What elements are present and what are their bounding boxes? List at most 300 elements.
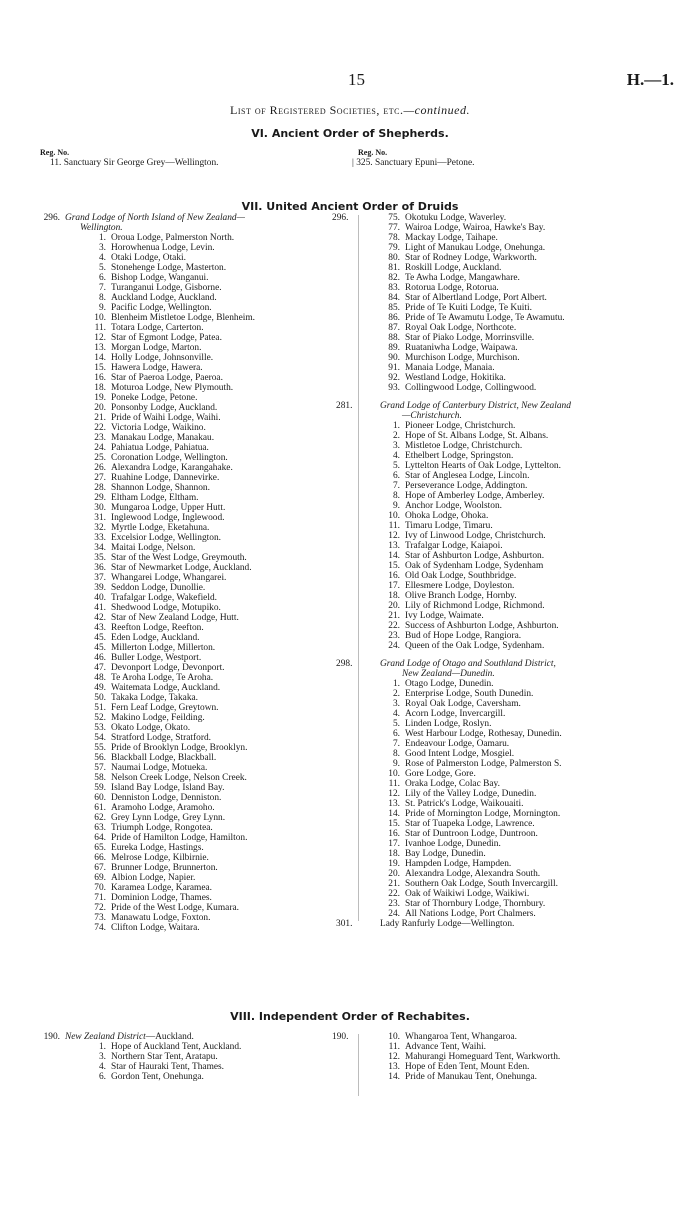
entry-name: Star of Newmarket Lodge, Auckland. xyxy=(111,563,252,573)
registration-number: 77. xyxy=(388,223,400,233)
rechabites-right-column xyxy=(332,1032,694,1082)
registration-number: 83. xyxy=(388,283,400,293)
entry-name: Naumai Lodge, Motueka. xyxy=(111,763,208,773)
entry-name: Otago Lodge, Dunedin. xyxy=(405,679,494,689)
entry-name: Pride of Manukau Tent, Onehunga. xyxy=(405,1072,537,1082)
entry-name: Alexandra Lodge, Karangahake. xyxy=(111,463,233,473)
registration-number: 22. xyxy=(388,889,400,899)
registration-number: 66. xyxy=(94,853,106,863)
list-item xyxy=(332,313,694,323)
list-item xyxy=(332,879,694,889)
list-item xyxy=(332,859,694,869)
list-item xyxy=(332,333,694,343)
list-item xyxy=(332,501,694,511)
list-title: List of Registered Societies, etc.—continued. xyxy=(230,103,470,117)
list-item xyxy=(40,723,358,733)
registration-number: 24. xyxy=(94,443,106,453)
entry-name: Lily of the Valley Lodge, Dunedin. xyxy=(405,789,537,799)
entry-name: Inglewood Lodge, Inglewood. xyxy=(111,513,225,523)
list-item xyxy=(40,733,358,743)
registration-number: 82. xyxy=(388,273,400,283)
list-item xyxy=(332,1052,694,1062)
entry-name: Bud of Hope Lodge, Rangiora. xyxy=(405,631,522,641)
registration-number: 20. xyxy=(388,869,400,879)
druids-left-column xyxy=(40,213,358,933)
section-title-rechabites: VIII. Independent Order of Rechabites. xyxy=(230,1010,470,1023)
list-item xyxy=(40,233,358,243)
entry-name: Blenheim Mistletoe Lodge, Blenheim. xyxy=(111,313,255,323)
entry-name: Northern Star Tent, Aratapu. xyxy=(111,1052,218,1062)
registration-number: 75. xyxy=(388,213,400,223)
page-number: 15 xyxy=(348,70,365,89)
list-item xyxy=(40,853,358,863)
registration-number: 46. xyxy=(94,653,106,663)
registration-number: 79. xyxy=(388,243,400,253)
registration-number: 14. xyxy=(388,551,400,561)
list-item xyxy=(40,603,358,613)
entry-name: New Zealand District xyxy=(65,1032,146,1042)
registration-number: 23. xyxy=(388,631,400,641)
list-item xyxy=(40,833,358,843)
registration-number: 22. xyxy=(388,621,400,631)
entry-name: Pioneer Lodge, Christchurch. xyxy=(405,421,516,431)
entry-name: St. Patrick's Lodge, Waikouaiti. xyxy=(405,799,524,809)
registration-number: 37. xyxy=(94,573,106,583)
registration-number: 301. xyxy=(336,919,353,929)
entry-name: Star of Egmont Lodge, Patea. xyxy=(111,333,222,343)
druids-right-column xyxy=(332,213,694,929)
registration-number: 27. xyxy=(94,473,106,483)
list-item xyxy=(332,899,694,909)
entry-name: Pacific Lodge, Wellington. xyxy=(111,303,212,313)
list-item xyxy=(332,641,694,651)
entry-name: Enterprise Lodge, South Dunedin. xyxy=(405,689,534,699)
list-item xyxy=(40,923,358,933)
list-item xyxy=(40,643,358,653)
entry-name: Success of Ashburton Lodge, Ashburton. xyxy=(405,621,559,631)
entry-name: Totara Lodge, Carterton. xyxy=(111,323,204,333)
registration-number: 16. xyxy=(94,373,106,383)
list-item xyxy=(40,263,358,273)
list-item xyxy=(332,551,694,561)
list-item xyxy=(40,743,358,753)
entry-name: Southern Oak Lodge, South Invercargill. xyxy=(405,879,558,889)
entry-name: Lily of Richmond Lodge, Richmond. xyxy=(405,601,545,611)
entry-name: Whangaroa Tent, Whangaroa. xyxy=(405,1032,517,1042)
entry-name: Ivanhoe Lodge, Dunedin. xyxy=(405,839,501,849)
registration-number: 65. xyxy=(94,843,106,853)
shepherds-entry-left: 11. Sanctuary Sir George Grey—Wellington. xyxy=(50,158,219,168)
list-item xyxy=(332,243,694,253)
list-item xyxy=(332,571,694,581)
list-item xyxy=(332,373,694,383)
registration-number: 15. xyxy=(94,363,106,373)
list-item xyxy=(40,273,358,283)
list-item xyxy=(40,313,358,323)
entry-name: Lady Ranfurly Lodge—Wellington. xyxy=(380,919,515,929)
list-item xyxy=(332,719,694,729)
registration-number: 93. xyxy=(388,383,400,393)
registration-number: 23. xyxy=(94,433,106,443)
list-item xyxy=(40,613,358,623)
entry-name: Hope of St. Albans Lodge, St. Albans. xyxy=(405,431,549,441)
registration-number: 26. xyxy=(94,463,106,473)
registration-number: 34. xyxy=(94,543,106,553)
registration-number: 78. xyxy=(388,233,400,243)
entry-name: Pride of Hamilton Lodge, Hamilton. xyxy=(111,833,248,843)
list-item xyxy=(332,849,694,859)
list-item xyxy=(40,593,358,603)
registration-number: 42. xyxy=(94,613,106,623)
list-item xyxy=(40,303,358,313)
registration-number: 12. xyxy=(388,531,400,541)
list-item xyxy=(40,713,358,723)
list-item xyxy=(332,809,694,819)
registration-number: 91. xyxy=(388,363,400,373)
entry-name: Ohoka Lodge, Ohoka. xyxy=(405,511,489,521)
registration-number: 7. xyxy=(392,739,400,749)
list-item xyxy=(40,1042,358,1052)
entry-name: Ellesmere Lodge, Doyleston. xyxy=(405,581,515,591)
registration-number: 2. xyxy=(392,689,400,699)
registration-number: 87. xyxy=(388,323,400,333)
registration-number: 1. xyxy=(392,679,400,689)
list-item xyxy=(40,383,358,393)
list-item xyxy=(40,803,358,813)
registration-number: 47. xyxy=(94,663,106,673)
entry-name: Roskill Lodge, Auckland. xyxy=(405,263,502,273)
entry-name: Ruataniwha Lodge, Waipawa. xyxy=(405,343,518,353)
registration-number: 16. xyxy=(388,829,400,839)
document-reference: H.—1. xyxy=(626,70,674,89)
registration-number: 86. xyxy=(388,313,400,323)
list-item xyxy=(40,523,358,533)
list-item xyxy=(332,323,694,333)
entry-name: Turanganui Lodge, Gisborne. xyxy=(111,283,222,293)
section-title-druids: VII. United Ancient Order of Druids xyxy=(241,200,459,213)
list-item xyxy=(332,541,694,551)
registration-number: 36. xyxy=(94,563,106,573)
list-item xyxy=(332,799,694,809)
list-item xyxy=(40,413,358,423)
registration-number: 35. xyxy=(94,553,106,563)
registration-number: 12. xyxy=(388,1052,400,1062)
registration-number: 3. xyxy=(98,1052,106,1062)
registration-number: 15. xyxy=(388,561,400,571)
registration-number: 24. xyxy=(388,909,400,919)
list-item xyxy=(40,483,358,493)
entry-name: Star of Paeroa Lodge, Paeroa. xyxy=(111,373,223,383)
reg-no-label-left: Reg. No. xyxy=(40,148,70,157)
entry-name: Gordon Tent, Onehunga. xyxy=(111,1072,204,1082)
entry-name: Te Awha Lodge, Mangawhare. xyxy=(405,273,520,283)
entry-name: Myrtle Lodge, Eketahuna. xyxy=(111,523,210,533)
entry-name: Pride of Te Kuiti Lodge, Te Kuiti. xyxy=(405,303,532,313)
registration-number: 80. xyxy=(388,253,400,263)
entry-name: Advance Tent, Waihi. xyxy=(405,1042,487,1052)
registration-number: 54. xyxy=(94,733,106,743)
entry-name: Otaki Lodge, Otaki. xyxy=(111,253,186,263)
registration-number: 8. xyxy=(98,293,106,303)
list-item xyxy=(40,553,358,563)
list-item xyxy=(332,481,694,491)
entry-name: Grey Lynn Lodge, Grey Lynn. xyxy=(111,813,226,823)
entry-name: Ivy of Linwood Lodge, Christchurch. xyxy=(405,531,546,541)
entry-name: Linden Lodge, Roslyn. xyxy=(405,719,492,729)
list-item xyxy=(332,283,694,293)
entry-name: Millerton Lodge, Millerton. xyxy=(111,643,216,653)
list-item xyxy=(40,663,358,673)
registration-number: 31. xyxy=(94,513,106,523)
list-item xyxy=(40,633,358,643)
list-item xyxy=(332,353,694,363)
registration-number: 4. xyxy=(98,253,106,263)
list-item-continuation: —Christchurch. xyxy=(402,411,462,421)
entry-name: Acorn Lodge, Invercargill. xyxy=(405,709,506,719)
list-item xyxy=(40,773,358,783)
list-item xyxy=(332,679,694,689)
registration-number: 9. xyxy=(98,303,106,313)
entry-name: Oraka Lodge, Colac Bay. xyxy=(405,779,500,789)
list-item xyxy=(40,463,358,473)
entry-name: Star of Rodney Lodge, Warkworth. xyxy=(405,253,537,263)
list-item xyxy=(40,913,358,923)
registration-number: 13. xyxy=(94,343,106,353)
entry-name: Horowhenua Lodge, Levin. xyxy=(111,243,215,253)
registration-number: 20. xyxy=(388,601,400,611)
entry-name: Devonport Lodge, Devonport. xyxy=(111,663,225,673)
list-item xyxy=(332,1062,694,1072)
registration-number: 13. xyxy=(388,799,400,809)
entry-name: Star of Thornbury Lodge, Thornbury. xyxy=(405,899,546,909)
registration-number: 13. xyxy=(388,541,400,551)
list-item xyxy=(40,293,358,303)
registration-number: 49. xyxy=(94,683,106,693)
list-item xyxy=(40,673,358,683)
list-item xyxy=(40,793,358,803)
registration-number: 25. xyxy=(94,453,106,463)
entry-name: Ponsonby Lodge, Auckland. xyxy=(111,403,218,413)
registration-number: 48. xyxy=(94,673,106,683)
entry-name: Hawera Lodge, Hawera. xyxy=(111,363,203,373)
list-item xyxy=(332,303,694,313)
entry-name: Okotuku Lodge, Waverley. xyxy=(405,213,507,223)
entry-name: West Harbour Lodge, Rothesay, Dunedin. xyxy=(405,729,562,739)
registration-number: 57. xyxy=(94,763,106,773)
entry-name: Light of Manukau Lodge, Onehunga. xyxy=(405,243,546,253)
list-item xyxy=(40,403,358,413)
entry-name: Blackball Lodge, Blackball. xyxy=(111,753,217,763)
registration-number: 1. xyxy=(98,233,106,243)
registration-number: 72. xyxy=(94,903,106,913)
list-item xyxy=(40,423,358,433)
entry-name: Royal Oak Lodge, Northcote. xyxy=(405,323,517,333)
list-item xyxy=(332,919,694,929)
registration-number: 10. xyxy=(388,511,400,521)
list-item xyxy=(40,493,358,503)
list-item xyxy=(332,699,694,709)
list-item xyxy=(40,443,358,453)
entry-name: Pahiatua Lodge, Pahiatua. xyxy=(111,443,209,453)
entry-name: Star of Anglesea Lodge, Lincoln. xyxy=(405,471,530,481)
registration-number: 67. xyxy=(94,863,106,873)
registration-number: 24. xyxy=(388,641,400,651)
registration-number: 52. xyxy=(94,713,106,723)
registration-number: 30. xyxy=(94,503,106,513)
list-item xyxy=(40,703,358,713)
list-item xyxy=(40,213,358,223)
list-item xyxy=(40,1052,358,1062)
list-item xyxy=(332,829,694,839)
registration-number: 4. xyxy=(98,1062,106,1072)
entry-name: Nelson Creek Lodge, Nelson Creek. xyxy=(111,773,247,783)
list-item xyxy=(332,759,694,769)
registration-number: 6. xyxy=(392,471,400,481)
list-item xyxy=(40,453,358,463)
registration-number: 14. xyxy=(388,809,400,819)
list-item xyxy=(332,631,694,641)
registration-number: 9. xyxy=(392,759,400,769)
registration-number: 56. xyxy=(94,753,106,763)
list-item xyxy=(332,1042,694,1052)
entry-name: Waitemata Lodge, Auckland. xyxy=(111,683,221,693)
entry-name: Collingwood Lodge, Collingwood. xyxy=(405,383,537,393)
registration-number: 3. xyxy=(392,699,400,709)
list-item xyxy=(332,363,694,373)
list-item xyxy=(40,813,358,823)
registration-number: 28. xyxy=(94,483,106,493)
list-item xyxy=(40,693,358,703)
entry-name: Star of Ashburton Lodge, Ashburton. xyxy=(405,551,545,561)
registration-number: 53. xyxy=(94,723,106,733)
list-item-continuation: New Zealand—Dunedin. xyxy=(402,669,495,679)
list-item xyxy=(332,819,694,829)
entry-name: All Nations Lodge, Port Chalmers. xyxy=(405,909,536,919)
registration-number: 1. xyxy=(98,1042,106,1052)
list-item xyxy=(40,883,358,893)
registration-number: 1. xyxy=(392,421,400,431)
entry-name: Eden Lodge, Auckland. xyxy=(111,633,200,643)
entry-name: Pride of Brooklyn Lodge, Brooklyn. xyxy=(111,743,248,753)
list-item xyxy=(332,273,694,283)
entry-name: Ethelbert Lodge, Springston. xyxy=(405,451,514,461)
list-item xyxy=(332,621,694,631)
registration-number: 14. xyxy=(94,353,106,363)
list-item xyxy=(332,401,694,411)
registration-number: 92. xyxy=(388,373,400,383)
list-item xyxy=(332,709,694,719)
registration-number: 13. xyxy=(388,1062,400,1072)
entry-name: Alexandra Lodge, Alexandra South. xyxy=(405,869,541,879)
registration-number: 2. xyxy=(392,431,400,441)
list-item xyxy=(40,893,358,903)
entry-name: Stratford Lodge, Stratford. xyxy=(111,733,211,743)
entry-name: Hampden Lodge, Hampden. xyxy=(405,859,512,869)
list-item xyxy=(40,393,358,403)
list-item xyxy=(332,343,694,353)
entry-name: Endeavour Lodge, Oamaru. xyxy=(405,739,510,749)
entry-name: Triumph Lodge, Rongotea. xyxy=(111,823,213,833)
list-item xyxy=(332,869,694,879)
registration-number: 33. xyxy=(94,533,106,543)
entry-name: Maitai Lodge, Nelson. xyxy=(111,543,196,553)
entry-name: Fern Leaf Lodge, Greytown. xyxy=(111,703,219,713)
registration-number: 5. xyxy=(98,263,106,273)
registration-number: 20. xyxy=(94,403,106,413)
entry-name: Mahurangi Homeguard Tent, Warkworth. xyxy=(405,1052,561,1062)
registration-number: 58. xyxy=(94,773,106,783)
list-item xyxy=(40,753,358,763)
list-item xyxy=(332,689,694,699)
entry-name: Eltham Lodge, Eltham. xyxy=(111,493,199,503)
entry-name: Dominion Lodge, Thames. xyxy=(111,893,212,903)
list-item xyxy=(40,823,358,833)
entry-name: Oak of Waikiwi Lodge, Waikiwi. xyxy=(405,889,530,899)
registration-number: 21. xyxy=(388,879,400,889)
registration-number: 71. xyxy=(94,893,106,903)
list-item xyxy=(332,839,694,849)
entry-name: Seddon Lodge, Dunollie. xyxy=(111,583,206,593)
registration-number: 8. xyxy=(392,491,400,501)
entry-name: Island Bay Lodge, Island Bay. xyxy=(111,783,225,793)
entry-name: Oak of Sydenham Lodge, Sydenham xyxy=(405,561,544,571)
entry-name: Timaru Lodge, Timaru. xyxy=(405,521,493,531)
list-item xyxy=(332,421,694,431)
list-item xyxy=(332,531,694,541)
list-item xyxy=(332,591,694,601)
list-item xyxy=(332,263,694,273)
registration-number: 18. xyxy=(388,591,400,601)
list-item xyxy=(332,521,694,531)
entry-name: Grand Lodge of North Island of New Zealand— xyxy=(65,213,245,223)
registration-number: 88. xyxy=(388,333,400,343)
entry-name: Rose of Palmerston Lodge, Palmerston S. xyxy=(405,759,562,769)
registration-number: 19. xyxy=(94,393,106,403)
entry-name: Pride of the West Lodge, Kumara. xyxy=(111,903,239,913)
entry-name: Aramoho Lodge, Aramoho. xyxy=(111,803,215,813)
entry-name: Shannon Lodge, Shannon. xyxy=(111,483,210,493)
registration-number: 29. xyxy=(94,493,106,503)
entry-name: Poneke Lodge, Petone. xyxy=(111,393,198,403)
entry-name: Pride of Mornington Lodge, Mornington. xyxy=(405,809,561,819)
entry-name: Karamea Lodge, Karamea. xyxy=(111,883,212,893)
registration-number: 84. xyxy=(388,293,400,303)
registration-number: 4. xyxy=(392,709,400,719)
entry-name: Star of New Zealand Lodge, Hutt. xyxy=(111,613,239,623)
list-item xyxy=(40,513,358,523)
entry-name: Makino Lodge, Feilding. xyxy=(111,713,205,723)
entry-name: Okato Lodge, Okato. xyxy=(111,723,191,733)
registration-number: 41. xyxy=(94,603,106,613)
registration-number: 64. xyxy=(94,833,106,843)
registration-number: 21. xyxy=(94,413,106,423)
entry-name: Queen of the Oak Lodge, Sydenham. xyxy=(405,641,545,651)
registration-number: 18. xyxy=(94,383,106,393)
list-item xyxy=(40,433,358,443)
entry-name: Murchison Lodge, Murchison. xyxy=(405,353,520,363)
entry-name: Reefton Lodge, Reefton. xyxy=(111,623,204,633)
list-item xyxy=(40,683,358,693)
list-item xyxy=(332,511,694,521)
list-item xyxy=(40,783,358,793)
list-item xyxy=(332,561,694,571)
registration-number: 81. xyxy=(388,263,400,273)
registration-number: 39. xyxy=(94,583,106,593)
list-item xyxy=(40,333,358,343)
entry-name: Stonehenge Lodge, Masterton. xyxy=(111,263,227,273)
registration-number: 4. xyxy=(392,451,400,461)
list-item xyxy=(40,583,358,593)
